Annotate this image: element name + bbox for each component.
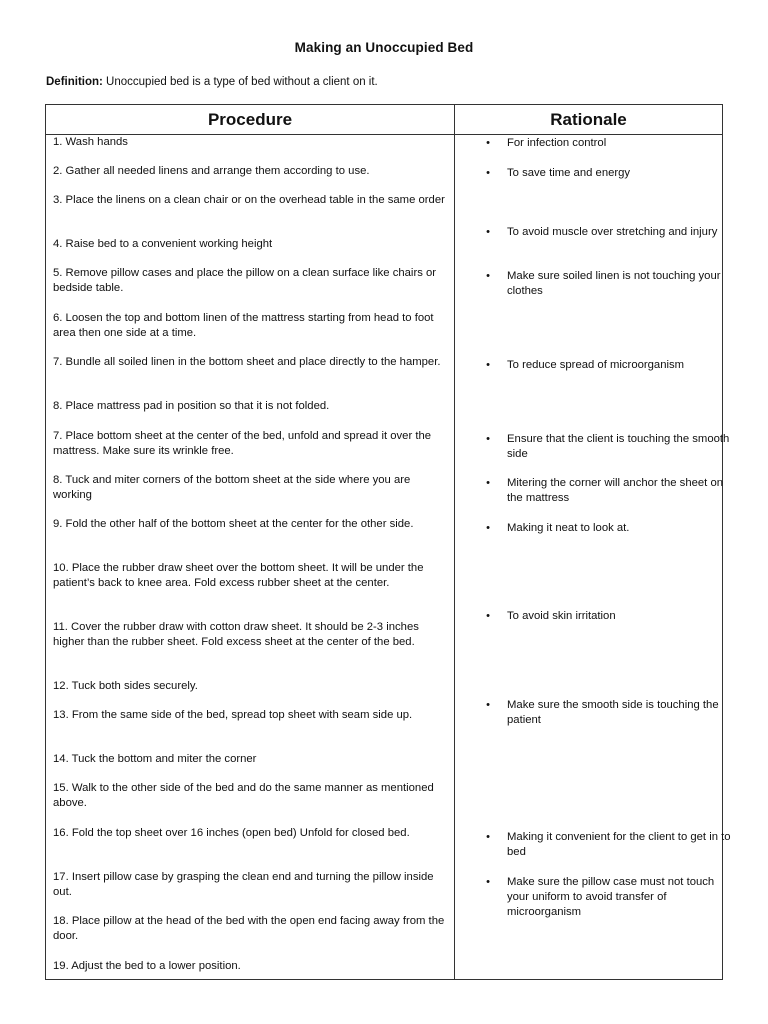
rationale-column: [455, 135, 731, 980]
rationale-text: Ensure that the client is touching the smooth side: [507, 433, 730, 460]
definition: [46, 76, 378, 88]
procedure-step: 11. Cover the rubber draw with cotton draw sheet. It should be 2-3 inches higher than the rubber sheet. Fold excess sheet at the center of the bed.: [53, 621, 419, 648]
rationale-item: [482, 476, 737, 506]
document-title: Making an Unoccupied Bed: [294, 40, 474, 55]
procedure-step: 8. Tuck and miter corners of the bottom sheet at the side where you are working: [53, 474, 411, 501]
rationale-item: [482, 875, 737, 920]
procedure-step: 12. Tuck both sides securely.: [53, 680, 198, 692]
procedure-header: Procedure: [46, 105, 455, 135]
bullet-icon: •: [486, 522, 490, 534]
procedure-step: 15. Walk to the other side of the bed and do the same manner as mentioned above.: [53, 782, 434, 809]
rationale-item: [482, 166, 737, 181]
rationale-text: Mitering the corner will anchor the sheet on the mattress: [507, 477, 724, 504]
rationale-item: [482, 830, 737, 860]
table-body-row: [46, 135, 723, 980]
bullet-icon: •: [486, 270, 490, 282]
procedure-column: [46, 135, 455, 980]
bullet-icon: •: [486, 433, 490, 445]
rationale-item: [482, 358, 737, 373]
bullet-icon: •: [486, 477, 490, 489]
bullet-icon: •: [486, 610, 490, 622]
bullet-icon: •: [486, 876, 490, 888]
procedure-step: 13. From the same side of the bed, spread top sheet with seam side up.: [53, 709, 413, 721]
rationale-item: [482, 698, 737, 728]
definition-label: Definition:: [46, 76, 103, 88]
rationale-text: For infection control: [507, 137, 607, 149]
rationale-text: Making it neat to look at.: [507, 522, 630, 534]
rationale-text: Make sure soiled linen is not touching your clothes: [507, 270, 721, 297]
rationale-text: To avoid muscle over stretching and injury: [507, 226, 718, 238]
rationale-header: Rationale: [455, 105, 723, 135]
bullet-icon: •: [486, 359, 490, 371]
procedure-step: 16. Fold the top sheet over 16 inches (open bed) Unfold for closed bed.: [53, 827, 410, 839]
rationale-text: To reduce spread of microorganism: [507, 359, 685, 371]
rationale-item: [482, 269, 737, 299]
rationale-text: To save time and energy: [507, 167, 631, 179]
procedure-table: [45, 104, 731, 980]
procedure-step: 4. Raise bed to a convenient working height: [53, 238, 273, 250]
procedure-step: 1. Wash hands: [53, 136, 128, 148]
rationale-item: [482, 136, 737, 151]
procedure-step: 8. Place mattress pad in position so that it is not folded.: [53, 400, 330, 412]
rationale-text: Making it convenient for the client to get in to bed: [507, 831, 731, 858]
procedure-step: 7. Place bottom sheet at the center of the bed, unfold and spread it over the mattress. Make sure its wrinkle free.: [53, 430, 432, 457]
rationale-text: Make sure the smooth side is touching the patient: [507, 699, 719, 726]
procedure-step: 19. Adjust the bed to a lower position.: [53, 960, 241, 972]
procedure-step: 10. Place the rubber draw sheet over the bottom sheet. It will be under the patient’s back to knee area. Fold excess rubber sheet at the center.: [53, 562, 424, 589]
bullet-icon: •: [486, 699, 490, 711]
bullet-icon: •: [486, 831, 490, 843]
procedure-step: 2. Gather all needed linens and arrange them according to use.: [53, 165, 370, 177]
rationale-text: Make sure the pillow case must not touch your uniform to avoid transfer of microorganism: [507, 876, 715, 918]
procedure-step: 3. Place the linens on a clean chair or on the overhead table in the same order: [53, 194, 445, 206]
procedure-step: 5. Remove pillow cases and place the pillow on a clean surface like chairs or bedside table.: [53, 267, 437, 294]
rationale-text: To avoid skin irritation: [507, 610, 616, 622]
bullet-icon: •: [486, 226, 490, 238]
procedure-step: 9. Fold the other half of the bottom sheet at the center for the other side.: [53, 518, 414, 530]
bullet-icon: •: [486, 137, 490, 149]
rationale-item: [482, 521, 737, 536]
rationale-item: [482, 432, 737, 462]
definition-text: Unoccupied bed is a type of bed without a client on it.: [102, 76, 378, 88]
table-header-row: [46, 105, 723, 135]
bullet-icon: •: [486, 167, 490, 179]
procedure-step: 18. Place pillow at the head of the bed with the open end facing away from the door.: [53, 915, 445, 942]
procedure-step: 14. Tuck the bottom and miter the corner: [53, 753, 257, 765]
rationale-item: [482, 609, 737, 624]
rationale-item: [482, 225, 737, 240]
procedure-step: 7. Bundle all soiled linen in the bottom sheet and place directly to the hamper.: [53, 356, 441, 368]
procedure-step: 17. Insert pillow case by grasping the clean end and turning the pillow inside out.: [53, 871, 434, 898]
procedure-step: 6. Loosen the top and bottom linen of the mattress starting from head to foot area then one side at a time.: [53, 312, 434, 339]
